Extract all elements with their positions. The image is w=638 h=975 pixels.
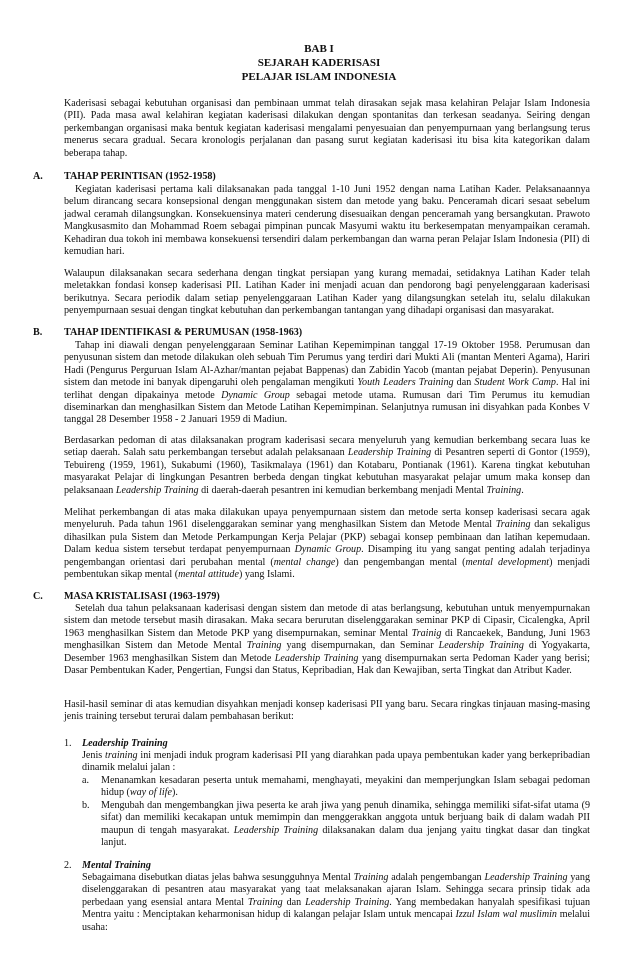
- chapter-subtitle: PELAJAR ISLAM INDONESIA: [241, 71, 397, 83]
- section-c-letter: C.: [33, 591, 43, 602]
- section-c-paragraph-1: Setelah dua tahun pelaksanaan kaderisasi dengan sistem dan metode di atas berlangsung, kebutuhan untuk menyempurnakan sistem dan metode tersebut masih dirasakan. Maka secara berurutan diselenggarakan seminar PKP di Cipasir, Cicalengka, April 1963 menghasilkan Sistem dan Metode PKP yang disempurnakan, seminar Mental Trainig di Rancaekek, Bandung, Juni 1963 menghasilkan Sistem dan Metode Mental Training yang disempurnakan, dan Seminar Leadership Training di Yogyakarta, Desember 1963 menghasilkan Sistem dan Metode Leadership Training yang disempurnakan serta Pedoman Kader yang berisi; Dasar Pembentukan Kader, Pengertian, Fungsi dan Status, Kepribadian, Hak dan Kewajiban, serta Tingkat dan Atribut Kader.: [64, 603, 591, 677]
- section-b-paragraph-3: Melihat perkembangan di atas maka dilakukan upaya penyempurnaan sistem dan metode serta konsep kaderisasi secara agak menyeluruh. Pada tahun 1961 diselenggarakan seminar yang menghasilkan Sistem dan Metode Mental Training dan sekaligus dihasilkan pula Sistem dan Metode Perkampungan Kerja Pelajar (PKP) sebagai konsep pembinaan dan latihan kepemudaan. Dalam kedua sistem tersebut terdapat penyempurnaan Dynamic Group. Disamping itu yang sangat penting adalah terjadinya pengembangan orientasi dari perubahan mental (mental change) dan pengembangan mental (mental development) menjadi pembentukan sikap mental (mental attitude) yang Islami.: [64, 507, 590, 581]
- section-b-title: TAHAP IDENTIFIKASI & PERUMUSAN (1958-1963): [64, 327, 303, 338]
- section-a-letter: A.: [33, 171, 43, 182]
- item-1a-text: Menanamkan kesadaran peserta untuk memahami, menghayati, meyakini dan memperjungkan Islam sebagai pedoman hidup (way of life).: [101, 775, 590, 799]
- section-a-paragraph-1: Kegiatan kaderisasi pertama kali dilaksanakan pada tanggal 1-10 Juni 1952 dengan nama Latihan Kader. Pelaksanaannya belum dirancang secara konsepsional dengan menggunakan sistem dan metode yang baku. Penceramah dicari sesaat sebelum jadwal ceramah dilangsungkan. Konsekuensinya materi cenderung disesuaikan dengan penceramah yang bersangkutan. Prawoto Mangkusasmito dan Mohammad Roem sebagai pimpinan puncak Masyumi waktu itu berkesempatan menyampaikan ceramah. Kehadiran dua tokoh ini membawa konsekuensi tersendiri dalam perkembangan dan warna peran Pelajar Islam Indonesia (PII) di kemudian hari.: [64, 184, 590, 258]
- section-b-letter: B.: [33, 327, 43, 338]
- item-1a-letter: a.: [82, 775, 90, 786]
- section-b-paragraph-1: Tahap ini diawali dengan penyelenggaraan Seminar Latihan Kepemimpinan tanggal 17-19 Oktober 1958. Perumusan dan penyusunan sistem dan metode dilakukan oleh sebuah Tim Perumus yang terdiri dari Mukti Ali (mantan Menteri Agama), Hariri Hadi (Pengurus Perguruan Islam Al-Azhar/mantan pejabat Bappenas) dan Zabidin Yacob (mantan pejabat Deperin). Penyusunan sistem dan metode ini banyak dipengaruhi oleh pengalaman mengikuti Youth Leaders Training dan Student Work Camp. Hal ini terlihat dengan dipakainya metode Dynamic Group sebagai metode utama. Rumusan dari Tim Perumus itu kemudian diseminarkan dan menghasilkan Sistem dan Metode Latihan Kepemimpinan. Selanjutnya rumusan ini disyahkan pada Konbes V tanggal 28 Desember 1958 - 2 Januari 1959 di Madiun.: [64, 340, 590, 426]
- intro-paragraph: Kaderisasi sebagai kebutuhan organisasi dan pembinaan ummat telah dirasakan sejak masa kelahiran Pelajar Islam Indonesia (PII). Pada masa awal kelahiran kegiatan kaderisasi dilakukan dengan spontanitas dan terkesan seadanya. Seiring dengan perkembangan organisasi maka bentuk kegiatan kaderisasi mengalami penyesuaian dan penyempurnaan yang berlangsung terus menerus secara gradual. Secara kronologis perjalanan dan pasang surut kegiatan kaderisasi itu bisa kita kategorikan dalam beberapa tahap.: [64, 98, 590, 159]
- section-c-title: MASA KRISTALISASI (1963-1979): [64, 591, 220, 602]
- item-1-title: Leadership Training: [82, 738, 168, 749]
- item-1-paragraph: Jenis training ini menjadi induk program kaderisasi PII yang diarahkan pada upaya pembentukan kader yang berkepribadian dinamik melalui jalan :: [82, 750, 590, 774]
- section-b-paragraph-2: Berdasarkan pedoman di atas dilaksanakan program kaderisasi secara menyeluruh yang kemudian berkembang secara luas ke setiap daerah. Salah satu perkembangan tersebut adalah pelaksanaan Leadership Training di Pesantren seperti di Gontor (1959), Tebuireng (1959, 1961), Sukabumi (1960), Tasikmalaya (1961) dan Kotabaru, Pontianak (1961). Karena tingkat kebutuhan masyarakat Pelajar di lingkungan Pesantren berbeda dengan tingkat kebutuhan masyarakat pelajar umum maka konsep dan pelaksanaan Leadership Training di daerah-daerah pesantren ini kemudian berkembang menjadi Mental Training.: [64, 435, 590, 496]
- item-2-title: Mental Training: [82, 860, 151, 871]
- section-c-paragraph-2: Hasil-hasil seminar di atas kemudian disyahkan menjadi konsep kaderisasi PII yang baru. Secara ringkas tinjauan masing-masing jenis training tersebut terurai dalam pembahasan berikut:: [64, 699, 590, 723]
- item-1b-letter: b.: [82, 800, 90, 811]
- item-1-number: 1.: [64, 738, 72, 749]
- section-a-title: TAHAP PERINTISAN (1952-1958): [64, 171, 216, 182]
- item-1b-text: Mengubah dan mengembangkan jiwa peserta ke arah jiwa yang penuh dinamika, sehingga memiliki sifat-sifat utama (9 sifat) dan memiliki kecakapan untuk memimpin dan menggerakkan anggota untuk berjuang baik di dalam wadah PII maupun di tengah masyarakat. Leadership Training dilaksanakan dalam dua jenjang yaitu tingkat dasar dan tingkat lanjut.: [101, 800, 590, 849]
- chapter-title: SEJARAH KADERISASI: [257, 57, 381, 69]
- item-2-number: 2.: [64, 860, 72, 871]
- item-2-paragraph: Sebagaimana disebutkan diatas jelas bahwa sesungguhnya Mental Training adalah pengembangan Leadership Training yang diselenggarakan di pesantren atau masyarakat yang taat melaksanakan ajaran Islam. Sehingga secara prinsip tidak ada perbedaan yang esensial antara Mental Training dan Leadership Training. Yang membedakan hanyalah spesifikasi tujuan Mentra yaitu : Menciptakan keharmonisan hidup di kalangan pelajar Islam untuk mencapai Izzul Islam wal muslimin melalui usaha:: [82, 872, 591, 933]
- chapter-label: BAB I: [304, 43, 334, 55]
- section-a-paragraph-2: Walaupun dilaksanakan secara sederhana dengan tingkat persiapan yang kurang memadai, setidaknya Latihan Kader telah meletakkan fondasi konsep kaderisasi PII. Latihan Kader ini menjadi acuan dan pendorong bagi penyelenggaraan kaderisasi berikutnya. Secara periodik dalam setiap penyelenggaraan Latihan Kader yang dilangsungkan setelah itu, selalu dilakukan penyempurnaan sesuai dengan tingkat kebutuhan dan perkembangan tantangan yang dihadapi organisasi dan masyarakat.: [64, 268, 590, 317]
